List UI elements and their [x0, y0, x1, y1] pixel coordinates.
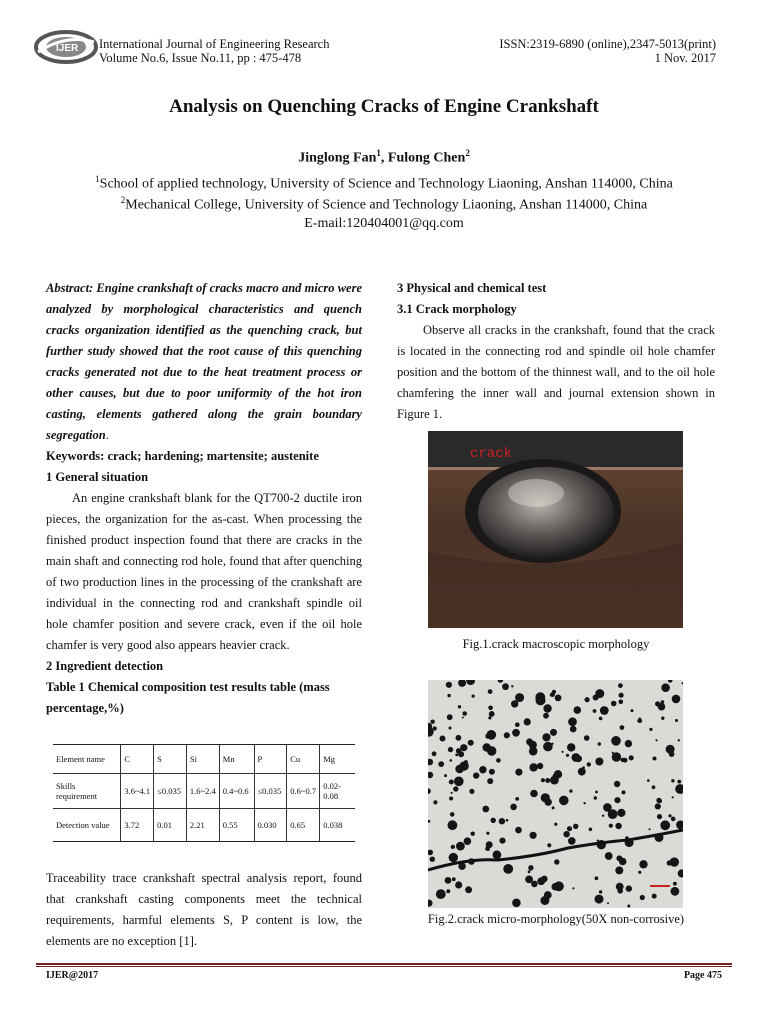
issue-date: 1 Nov. 2017: [654, 51, 716, 65]
graphite-nodule: [510, 804, 517, 811]
graphite-nodule: [552, 778, 558, 784]
graphite-nodule: [448, 820, 458, 830]
journal-info: [99, 37, 329, 65]
graphite-nodule: [448, 747, 453, 752]
graphite-nodule: [486, 841, 493, 848]
graphite-nodule: [572, 745, 575, 748]
paper-title: Analysis on Quenching Cracks of Engine Crankshaft: [169, 96, 599, 117]
section-3-heading: 3 Physical and chemical test: [397, 281, 547, 295]
graphite-nodule: [502, 683, 509, 690]
footer-rule: [36, 963, 732, 965]
table-cell: 0.6~0.7: [287, 774, 320, 809]
graphite-nodule: [616, 883, 624, 891]
graphite-nodule: [551, 743, 553, 745]
table-cell: 2.21: [186, 809, 219, 842]
author-1-sup: 1: [376, 148, 381, 158]
graphite-nodule: [529, 747, 538, 756]
graphite-nodule: [562, 751, 564, 753]
affil-1-text: School of applied technology, University of Science and Technology Liaoning, Anshan 114000, China: [99, 176, 673, 192]
graphite-nodule: [471, 832, 475, 836]
section-3-1-paragraph: Observe all cracks in the crankshaft, found that the crack is located in the connecting rod and spindle oil hole chamfer position and the bottom of the thinnest wall, and to the oil hole chamfering the inner wall and journal extension shown in Figure 1.: [397, 323, 715, 421]
graphite-nodule: [554, 823, 557, 826]
graphite-nodule: [515, 769, 522, 776]
graphite-nodule: [455, 753, 458, 756]
graphite-nodule: [451, 792, 453, 794]
logo-text: IJER: [56, 43, 79, 54]
graphite-nodule: [619, 700, 624, 705]
graphite-nodule: [585, 697, 590, 702]
table-cell: 1.6~2.4: [186, 774, 219, 809]
left-column: [46, 278, 362, 719]
graphite-nodule: [620, 725, 625, 730]
graphite-nodule: [504, 732, 510, 738]
graphite-nodule: [631, 709, 634, 712]
graphite-nodule: [595, 791, 598, 794]
graphite-nodule: [607, 902, 609, 904]
table-cell: 0.038: [320, 809, 355, 842]
graphite-nodule: [438, 761, 444, 767]
graphite-nodule: [446, 682, 452, 688]
graphite-nodule: [600, 706, 609, 715]
graphite-nodule: [612, 752, 614, 754]
graphite-nodule: [496, 758, 501, 763]
graphite-nodule: [578, 768, 586, 776]
graphite-nodule: [454, 777, 464, 787]
graphite-nodule: [462, 717, 464, 719]
graphite-nodule: [584, 735, 590, 741]
graphite-nodule: [568, 717, 577, 726]
issn-info: [499, 37, 716, 65]
graphite-nodule: [469, 789, 474, 794]
graphite-nodule: [537, 877, 545, 885]
graphite-nodule: [499, 818, 505, 824]
graphite-nodule: [572, 887, 574, 889]
graphite-nodule: [602, 815, 604, 817]
graphite-nodule: [652, 894, 657, 899]
graphite-nodule: [599, 890, 602, 893]
graphite-nodule: [675, 719, 678, 722]
graphite-nodule: [622, 790, 626, 794]
graphite-nodule: [449, 853, 458, 862]
graphite-nodule: [433, 800, 437, 804]
graphite-nodule: [529, 763, 537, 771]
graphite-nodule: [598, 742, 601, 745]
graphite-nodule: [652, 785, 656, 789]
graphite-nodule: [661, 683, 670, 692]
graphite-nodule: [638, 871, 641, 874]
graphite-nodule: [544, 891, 552, 899]
graphite-nodule: [660, 820, 670, 830]
graphite-nodule: [647, 779, 650, 782]
table-cell: ≤0.035: [154, 774, 187, 809]
affil-2-sup: 2: [120, 195, 126, 205]
graphite-nodule: [567, 826, 572, 831]
graphite-nodule: [535, 692, 545, 702]
table-cell: Skills requirement: [53, 774, 121, 809]
graphite-nodule: [595, 689, 604, 698]
graphite-nodule: [465, 886, 472, 893]
table-cell: 0.65: [287, 809, 320, 842]
graphite-nodule: [543, 713, 549, 719]
graphite-nodule: [541, 778, 545, 782]
graphite-nodule: [671, 817, 676, 822]
author-1: Jinglong Fan: [298, 150, 377, 166]
table-cell: Detection value: [53, 809, 121, 842]
graphite-nodule: [449, 727, 452, 730]
graphite-nodule: [447, 694, 450, 697]
section-1-paragraph: An engine crankshaft blank for the QT700-2 ductile iron pieces, the organization for the as-cast. When processing the finished product inspection found that there are cracks in the main shaft and connecting rod hole, found that after quenching of two production lines in the processing of the crankshaft are individual in the connecting rod and crankshaft spindle oil hole chamfer position and severe crack, even if the oil hole chamfer is very good also appears heavier crack.: [46, 491, 362, 652]
graphite-nodule: [672, 695, 681, 704]
graphite-nodule: [563, 831, 569, 837]
graphite-nodule: [605, 852, 613, 860]
table-header-cell: Mn: [219, 745, 254, 774]
graphite-nodule: [637, 718, 642, 723]
graphite-nodule: [455, 881, 462, 888]
graphite-nodule: [547, 843, 551, 847]
graphite-nodule: [447, 714, 453, 720]
graphite-nodule: [462, 711, 467, 716]
graphite-nodule: [464, 837, 472, 845]
graphite-nodule: [511, 700, 518, 707]
email: E-mail:120404001@qq.com: [304, 216, 464, 231]
graphite-nodule: [444, 774, 447, 777]
graphite-nodule: [619, 858, 627, 866]
graphite-nodule: [661, 717, 664, 720]
graphite-nodule: [668, 814, 671, 817]
table-header-cell: P: [254, 745, 287, 774]
graphite-nodule: [488, 689, 493, 694]
graphite-nodule: [671, 779, 674, 782]
graphite-nodule: [545, 778, 550, 783]
graphite-nodule: [615, 866, 623, 874]
table-header-cell: C: [121, 745, 154, 774]
graphite-nodule: [678, 739, 680, 741]
graphite-nodule: [552, 806, 555, 809]
graphite-nodule: [550, 694, 553, 697]
graphite-nodule: [484, 768, 486, 770]
graphite-nodule: [658, 799, 662, 803]
graphite-nodule: [627, 905, 630, 908]
journal-volume: Volume No.6, Issue No.11, pp : 475-478: [99, 51, 302, 65]
graphite-nodule: [449, 797, 453, 801]
graphite-nodule: [528, 865, 533, 870]
issn-number: ISSN:2319-6890 (online),2347-5013(print): [499, 37, 716, 51]
graphite-nodule: [544, 876, 547, 879]
graphite-nodule: [545, 798, 552, 805]
page-number: Page 475: [683, 970, 722, 981]
graphite-nodule: [445, 877, 452, 884]
traceability-section: [46, 868, 362, 952]
graphite-nodule: [614, 781, 620, 787]
graphite-nodule: [569, 789, 572, 792]
graphite-nodule: [615, 823, 621, 829]
author-sep: ,: [380, 150, 388, 166]
graphite-nodule: [554, 770, 562, 778]
graphite-nodule: [611, 736, 621, 746]
graphite-nodule: [515, 797, 519, 801]
graphite-nodule: [530, 832, 537, 839]
graphite-nodule: [430, 720, 434, 724]
journal-logo: [34, 30, 98, 64]
graphite-nodule: [515, 722, 520, 727]
affil-1-sup: 1: [95, 174, 100, 184]
authors: [0, 148, 768, 167]
graphite-nodule: [595, 876, 599, 880]
graphite-nodule: [446, 889, 450, 893]
graphite-nodule: [655, 739, 657, 741]
graphite-nodule: [464, 760, 468, 764]
graphite-nodule: [456, 735, 462, 741]
figure-1-macro-photo: [428, 431, 683, 628]
graphite-nodule: [487, 778, 493, 784]
graphite-nodule: [440, 736, 446, 742]
graphite-nodule: [554, 859, 559, 864]
footer-rule-thin: [36, 966, 732, 967]
graphite-nodule: [487, 746, 496, 755]
graphite-nodule: [460, 744, 467, 751]
graphite-nodule: [666, 745, 675, 754]
graphite-nodule: [503, 864, 513, 874]
graphite-nodule: [543, 704, 551, 712]
graphite-nodule: [550, 729, 557, 736]
graphite-nodule: [489, 711, 495, 717]
graphite-nodule: [594, 796, 597, 799]
graphite-nodule: [566, 754, 569, 757]
author-2-sup: 2: [465, 148, 470, 158]
graphite-nodule: [614, 797, 620, 803]
graphite-nodule: [572, 753, 581, 762]
graphite-nodule: [618, 683, 623, 688]
graphite-nodule: [486, 832, 489, 835]
figure-2-micro-photo: [428, 680, 683, 908]
graphite-nodule: [537, 763, 543, 769]
graphite-nodule: [511, 685, 513, 687]
graphite-nodule: [554, 881, 564, 891]
table-header-row: [53, 745, 355, 774]
graphite-nodule: [673, 882, 677, 886]
keywords: Keywords: crack; hardening; martensite; austenite: [46, 449, 319, 463]
table-cell: 0.01: [154, 809, 187, 842]
section-1-heading: 1 General situation: [46, 470, 149, 484]
graphite-nodule: [629, 755, 634, 760]
graphite-nodule: [488, 706, 493, 711]
graphite-nodule: [671, 887, 680, 896]
graphite-nodule: [639, 860, 647, 868]
graphite-nodule: [617, 809, 625, 817]
graphite-nodule: [488, 716, 491, 719]
graphite-nodule: [573, 824, 578, 829]
graphite-nodule: [657, 814, 662, 819]
footer-left: IJER@2017: [46, 970, 99, 981]
graphite-nodule: [583, 802, 585, 804]
table-cell: 3.6~4.1: [121, 774, 154, 809]
table-row: [53, 809, 355, 842]
graphite-nodule: [468, 740, 474, 746]
right-column: [397, 278, 715, 425]
graphite-nodule: [619, 693, 624, 698]
graphite-nodule: [677, 780, 681, 784]
graphite-nodule: [450, 812, 455, 817]
abstract: Abstract: Engine crankshaft of cracks macro and micro were analyzed by morphological characteristics and quench cracks organization identified as the quenching crack, but further study showed that the root cause of this quenching cracks generated not due to the heat treatment process or other causes, but due to poor uniformity of the hot iron casting, elements gathered along the grain boundary segregation.: [46, 281, 362, 442]
graphite-nodule: [653, 757, 657, 761]
graphite-nodule: [570, 726, 577, 733]
graphite-nodule: [658, 703, 666, 711]
graphite-nodule: [499, 838, 505, 844]
table-cell: 3.72: [121, 809, 154, 842]
graphite-nodule: [582, 766, 585, 769]
graphite-nodule: [524, 718, 531, 725]
graphite-nodule: [492, 820, 495, 823]
graphite-nodule: [672, 796, 674, 798]
graphite-nodule: [574, 706, 582, 714]
graphite-nodule: [515, 827, 522, 834]
traceability-paragraph: Traceability trace crankshaft spectral analysis report, found that crankshaft casting components meet the technical requirements, harmful elements S, P content is low, the elements are no exception [1].: [46, 871, 362, 948]
table-cell: 0.55: [219, 809, 254, 842]
graphite-nodule: [559, 796, 569, 806]
graphite-nodule: [542, 733, 550, 741]
section-3-1-heading: 3.1 Crack morphology: [397, 302, 517, 316]
table-cell: 0.02-0.08: [320, 774, 355, 809]
graphite-nodule: [449, 780, 454, 785]
graphite-nodule: [432, 751, 437, 756]
graphite-nodule: [595, 758, 603, 766]
graphite-nodule: [626, 885, 632, 891]
graphite-nodule: [431, 859, 433, 861]
graphite-nodule: [649, 728, 652, 731]
table-header-cell: S: [154, 745, 187, 774]
graphite-nodule: [525, 876, 533, 884]
graphite-nodule: [436, 889, 446, 899]
affil-2-text: Mechanical College, University of Science and Technology Liaoning, Anshan 114000, China: [125, 197, 648, 213]
table-title: Table 1 Chemical composition test results table (mass percentage,%): [46, 680, 330, 715]
graphite-nodule: [670, 857, 679, 866]
graphite-nodule: [489, 769, 495, 775]
graphite-nodule: [640, 895, 645, 900]
graphite-nodule: [528, 870, 531, 873]
affiliation-1: [0, 174, 768, 193]
graphite-nodule: [543, 742, 553, 752]
crack-label: crack: [470, 446, 513, 462]
table-cell: 0.030: [254, 809, 287, 842]
graphite-nodule: [512, 729, 520, 737]
table-header-cell: Si: [186, 745, 219, 774]
graphite-nodule: [655, 803, 661, 809]
graphite-nodule: [625, 740, 632, 747]
graphite-nodule: [450, 759, 453, 762]
graphite-nodule: [482, 806, 489, 813]
graphite-nodule: [493, 850, 502, 859]
graphite-nodule: [452, 877, 456, 881]
graphite-nodule: [593, 709, 597, 713]
table-cell: 0.4~0.6: [219, 774, 254, 809]
graphite-nodule: [512, 899, 521, 908]
graphite-nodule: [611, 701, 617, 707]
graphite-nodule: [621, 758, 625, 762]
author-2: Fulong Chen: [387, 150, 466, 166]
graphite-nodule: [595, 895, 604, 904]
graphite-nodule: [506, 819, 509, 822]
graphite-nodule: [485, 734, 490, 739]
graphite-nodule: [458, 705, 461, 708]
graphite-nodule: [599, 717, 603, 721]
composition-table: [53, 744, 355, 842]
graphite-nodule: [603, 803, 612, 812]
table-header-cell: Cu: [287, 745, 320, 774]
graphite-nodule: [649, 828, 651, 830]
table-header-cell: Mg: [320, 745, 355, 774]
table-row: [53, 774, 355, 809]
graphite-nodule: [530, 790, 538, 798]
graphite-nodule: [587, 762, 591, 766]
figure-1-caption: Fig.1.crack macroscopic morphology: [462, 637, 650, 651]
graphite-nodule: [456, 842, 465, 851]
table-header-cell: Element name: [53, 745, 121, 774]
graphite-nodule: [472, 695, 475, 698]
figure-2-caption: Fig.2.crack micro-morphology(50X non-corrosive): [427, 912, 685, 926]
graphite-nodule: [453, 786, 458, 791]
graphite-nodule: [555, 695, 562, 702]
journal-name: International Journal of Engineering Research: [99, 37, 330, 51]
graphite-nodule: [568, 837, 576, 845]
table-cell: ≤0.035: [254, 774, 287, 809]
graphite-nodule: [526, 738, 533, 745]
graphite-nodule: [589, 828, 593, 832]
graphite-nodule: [609, 824, 613, 828]
graphite-nodule: [473, 772, 479, 778]
graphite-nodule: [433, 726, 437, 730]
graphite-nodule: [451, 845, 455, 849]
affiliation-2: [0, 195, 768, 214]
section-2-heading: 2 Ingredient detection: [46, 659, 164, 673]
